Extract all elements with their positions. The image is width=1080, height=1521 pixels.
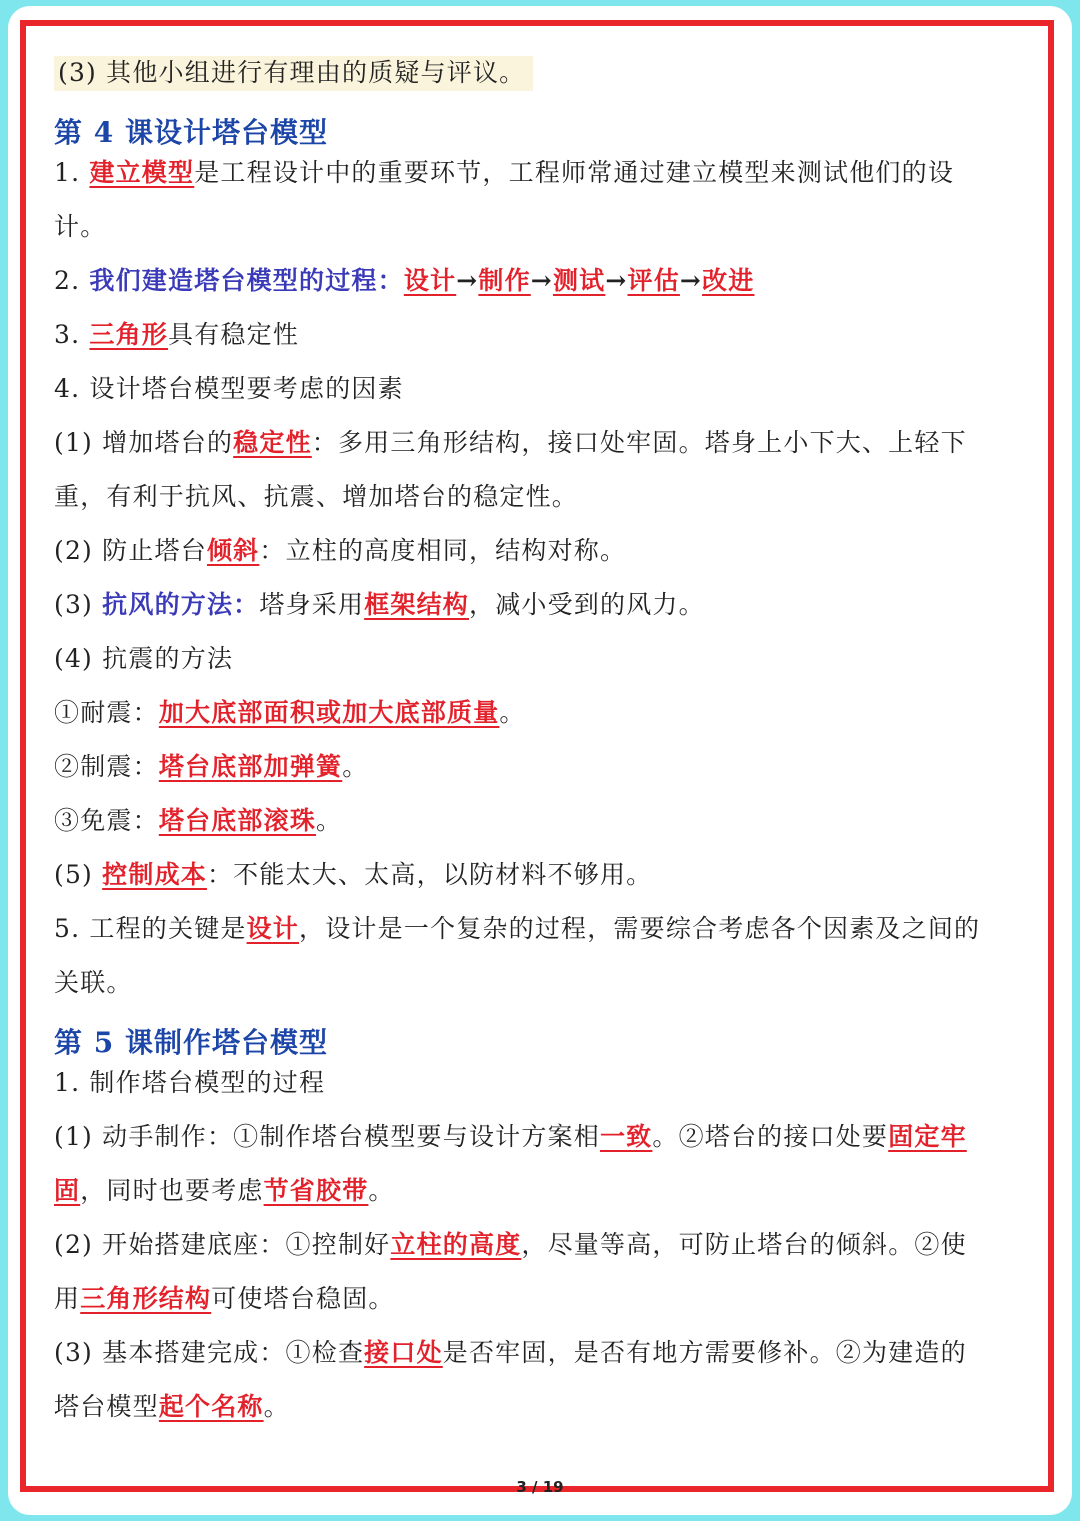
step-improve: 改进 [702,266,755,295]
point-4-3: (3) 抗风的方法：塔身采用框架结构，减小受到的风力。 [54,590,705,619]
keyword: 固 [54,1176,81,1205]
point-4-1: (1) 增加塔台的稳定性：多用三角形结构，接口处牢固。塔身上小下大、上轻下 [54,428,967,457]
step-make: 制作 [478,266,531,295]
lesson-5-step-1-continued: 固，同时也要考虑节省胶带。 [54,1176,395,1205]
lesson-5-step-3-continued: 塔台模型起个名称。 [54,1392,290,1421]
point-5: 5. 工程的关键是设计，设计是一个复杂的过程，需要综合考虑各个因素及之间的 [54,914,981,943]
point-5-continued: 关联。 [54,968,133,997]
arrow-icon: → [679,266,703,295]
quake-method-2: ②制震：塔台底部加弹簧。 [54,752,369,781]
keyword: 节省胶带 [263,1176,369,1205]
keyword: 稳定性 [233,428,312,457]
arrow-icon: → [605,266,628,295]
point-3: 3. 三角形具有稳定性 [54,320,300,349]
line-group-discussion [54,58,533,88]
quake-method-3: ③免震：塔台底部滚珠。 [54,806,343,835]
keyword: 框架结构 [364,590,469,619]
page-number: 3 / 19 [516,1478,564,1496]
step-evaluate: 评估 [627,266,680,295]
lesson-5-step-3: (3) 基本搭建完成：①检查接口处是否牢固，是否有地方需要修补。②为建造的 [54,1338,967,1367]
arrow-icon: → [530,266,553,295]
arrow-icon: → [456,266,479,295]
keyword: 起个名称 [158,1392,264,1421]
keyword: 控制成本 [102,860,207,889]
keyword: 塔台底部滚珠 [158,806,317,835]
keyword: 塔台底部加弹簧 [158,752,343,781]
keyword: 加大底部面积或加大底部质量 [158,698,500,727]
keyword: 倾斜 [206,536,260,565]
point-1-continued: 计。 [54,212,107,241]
lesson-5-point-1: 1. 制作塔台模型的过程 [54,1068,326,1097]
point-4-2: (2) 防止塔台倾斜：立柱的高度相同，结构对称。 [54,536,627,565]
point-1: 1. 建立模型是工程设计中的重要环节，工程师常通过建立模型来测试他们的设 [54,158,955,187]
keyword: 三角形 [89,320,169,349]
keyword: 一致 [599,1122,653,1151]
point-4-4: (4) 抗震的方法 [54,644,234,673]
keyword: 立柱的高度 [390,1230,522,1259]
step-design: 设计 [403,266,457,295]
highlighted-text: (3) 其他小组进行有理由的质疑与评议。 [54,56,533,91]
point-2: 2. 我们建造塔台模型的过程：设计→制作→测试→评估→改进 [54,266,755,295]
lesson-5-step-1: (1) 动手制作：①制作塔台模型要与设计方案相一致。②塔台的接口处要固定牢 [54,1122,967,1151]
emphasis-text: 我们建造塔台模型的过程： [89,266,404,295]
keyword: 建立模型 [89,158,195,187]
point-4: 4. 设计塔台模型要考虑的因素 [54,374,404,403]
keyword: 固定牢 [888,1122,967,1151]
point-4-5: (5) 控制成本：不能太大、太高，以防材料不够用。 [54,860,653,889]
document-page [8,6,1072,1515]
lesson-5-heading: 第 5 课制作塔台模型 [54,1026,328,1059]
lesson-5-step-2: (2) 开始搭建底座：①控制好立柱的高度，尽量等高，可防止塔台的倾斜。②使 [54,1230,967,1259]
lesson-5-step-2-continued: 用三角形结构可使塔台稳固。 [54,1284,395,1313]
quake-method-1: ①耐震：加大底部面积或加大底部质量。 [54,698,526,727]
keyword: 设计 [246,914,300,943]
keyword: 接口处 [364,1338,443,1367]
emphasis-text: 抗风的方法： [102,590,260,619]
point-4-1-continued: 重，有利于抗风、抗震、增加塔台的稳定性。 [54,482,579,511]
lesson-4-heading: 第 4 课设计塔台模型 [54,116,328,149]
step-test: 测试 [552,266,606,295]
keyword: 三角形结构 [80,1284,212,1313]
